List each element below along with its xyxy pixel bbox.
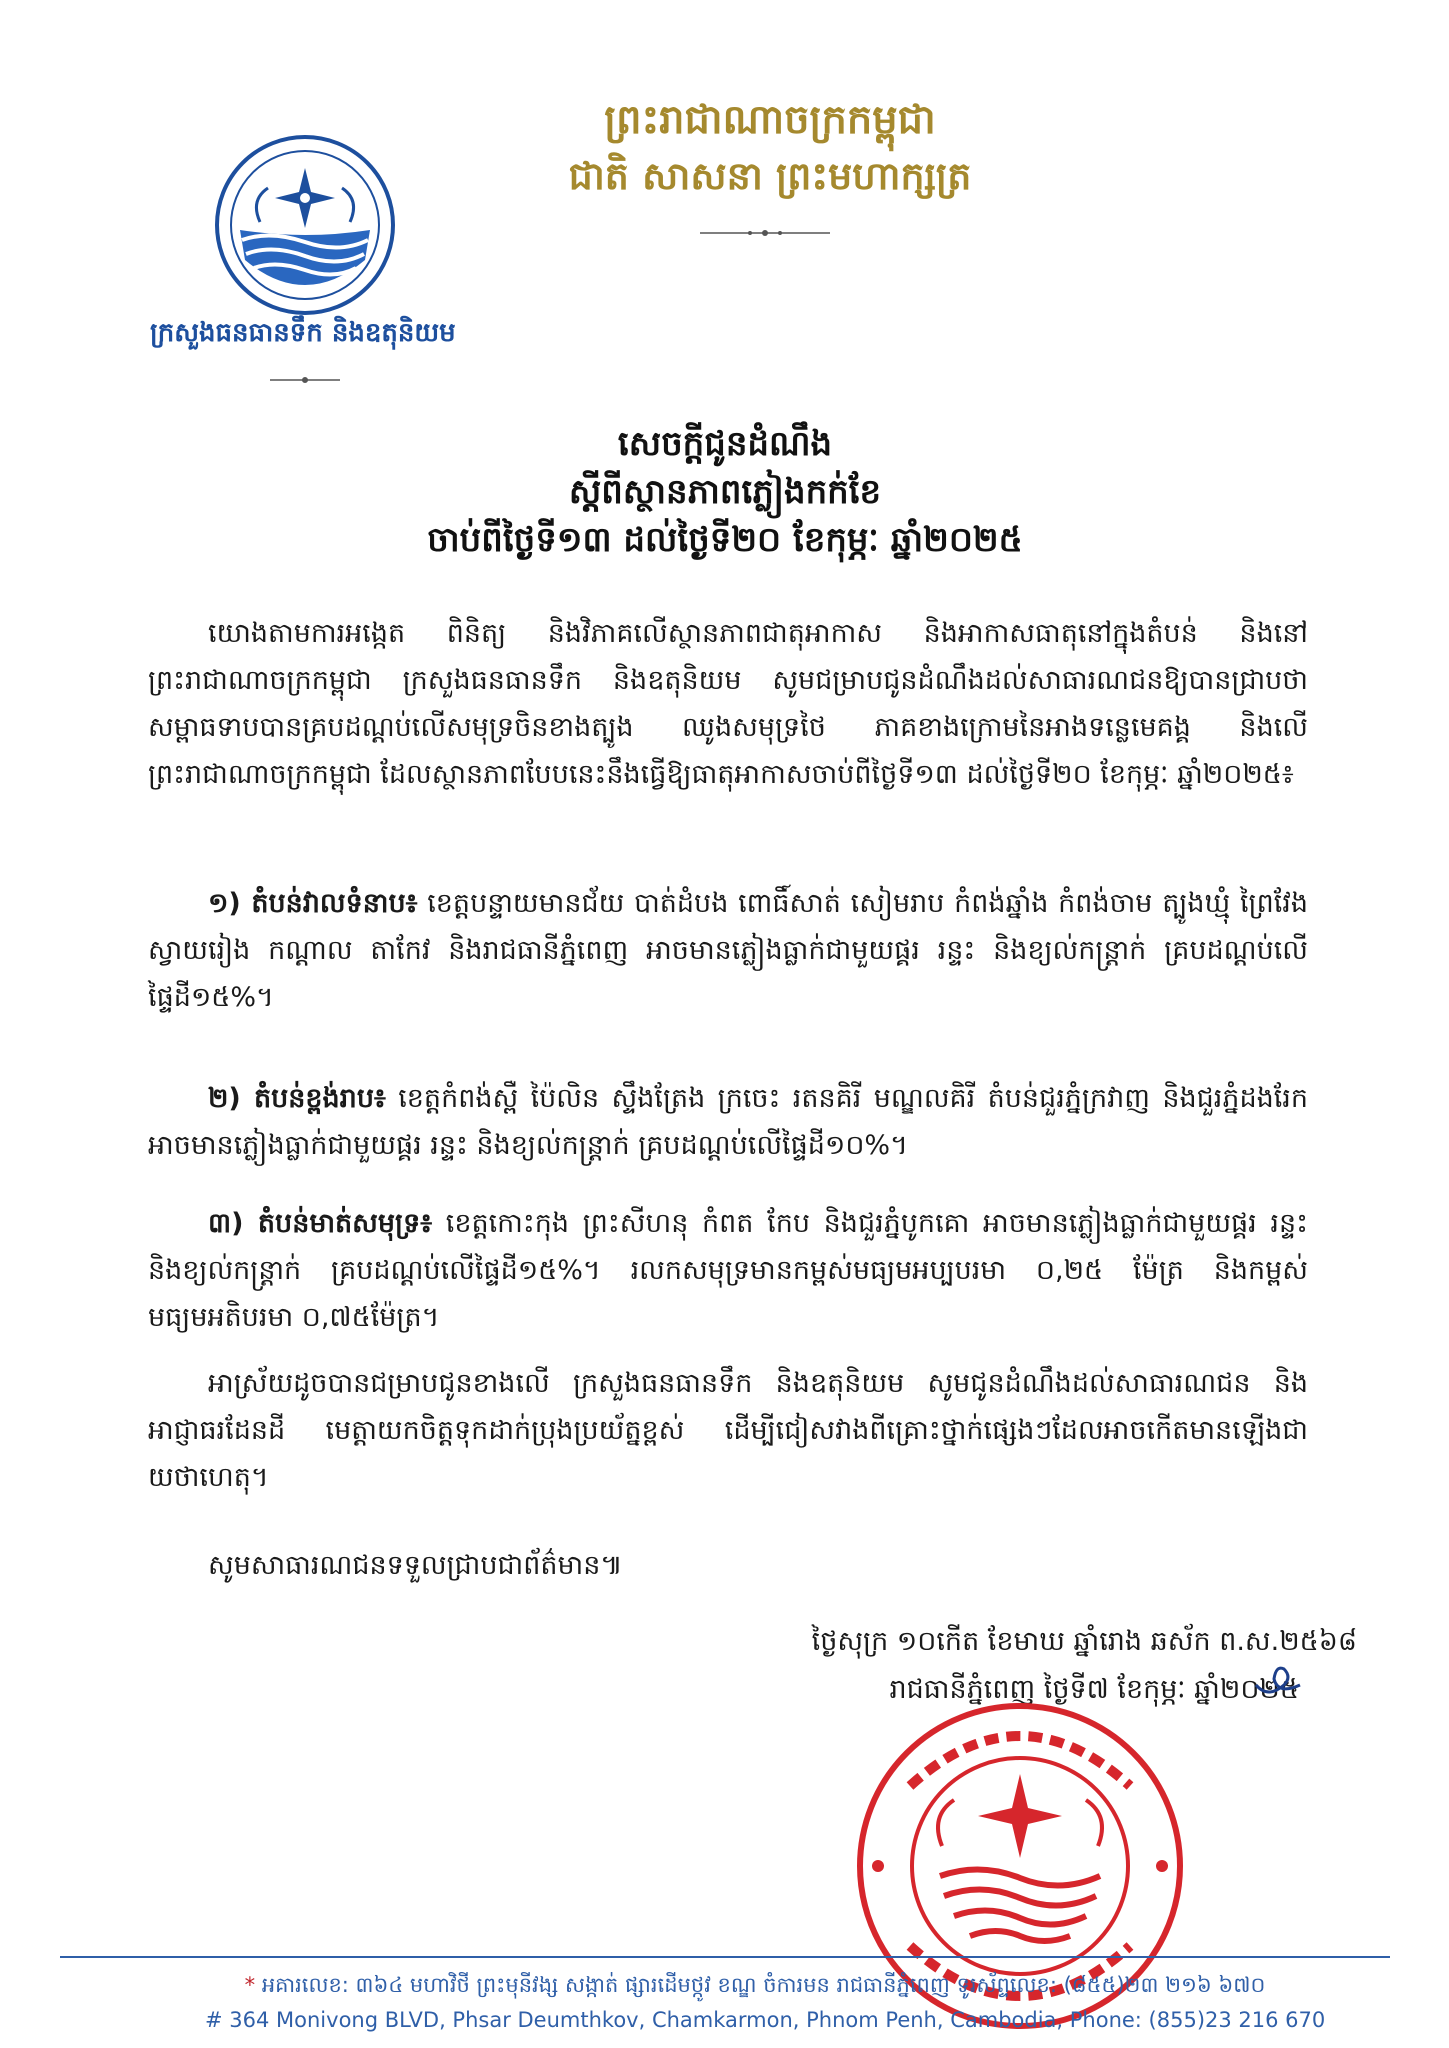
title-line-2: ស្ដីពីស្ថានភាពភ្លៀងកក់ខែ	[568, 472, 882, 512]
zone-text: ខេត្តបន្ទាយមានជ័យ បាត់ដំបង ពោធិ៍សាត់ សៀមរាប កំពង់ឆ្នាំង កំពង់ចាម ត្បូងឃ្មុំ ព្រៃវែង ស្វាយរៀង កណ្ដាល តាកែវ និងរាជធានីភ្នំពេញ អាចមានភ្លៀងធ្លាក់ជាមួយផ្គរ រន្ទះ និងខ្យល់កន្ត្រាក់ គ្របដណ្ដប់លើផ្ទៃដី១៥%។	[148, 888, 1308, 1013]
zone-text: ខេត្តកោះកុង ព្រះសីហនុ កំពត កែប និងជួរភ្នំបូកគោ អាចមានភ្លៀងធ្លាក់ជាមួយផ្គរ រន្ទះ និងខ្យល់កន្ត្រាក់ គ្របដណ្ដប់លើផ្ទៃដី១៥%។ រលកសមុទ្រមានកម្ពស់មធ្យមអប្បបរមា ០,២៥ ម៉ែត្រ និងកម្ពស់មធ្យមអតិបរមា ០,៧៥ម៉ែត្រ។	[148, 1208, 1308, 1333]
solar-date: រាជធានីភ្នំពេញ ថ្ងៃទី៧ ខែកុម្ភៈ ឆ្នាំ២០២៥	[889, 1674, 1299, 1705]
intro-paragraph: យោងតាមការអង្កេត ពិនិត្យ និងវិភាគលើស្ថានភាពជាតុអាកាស និងអាកាសធាតុនៅក្នុងតំបន់ និងនៅព្រះរាជាណាចក្រកម្ពុជា ក្រសួងធនធានទឹក និងឧតុនិយម សូមជម្រាបជូនដំណឹងដល់សាធារណជនឱ្យបានជ្រាបថា សម្ពាធទាបបានគ្របដណ្ដប់លើសមុទ្រចិនខាងត្បូង ឈូងសមុទ្រថៃ ភាគខាងក្រោមនៃអាងទន្លេមេគង្គ និងលើព្រះរាជាណាចក្រកម្ពុជា ដែលស្ថានភាពបែបនេះនឹងធ្វើឱ្យធាតុអាកាសចាប់ពីថ្ងៃទី១៣ ដល់ថ្ងៃទី២០ ខែកុម្ភៈ ឆ្នាំ២០២៥៖	[148, 618, 1308, 790]
notice-title	[200, 420, 1250, 564]
title-line-3: ចាប់ពីថ្ងៃទី១៣ ដល់ថ្ងៃទី២០ ខែកុម្ភៈ ឆ្នាំ២០២៥	[427, 520, 1023, 560]
ornament-divider	[270, 375, 340, 377]
zone-coastal	[148, 1200, 1308, 1341]
signature-mark	[1248, 1655, 1308, 1705]
title-line-1: សេចក្ដីជូនដំណឹង	[617, 424, 833, 464]
zone-plateau	[148, 1075, 1308, 1169]
zone-label: ៣) តំបន់មាត់សមុទ្រ៖	[208, 1208, 433, 1239]
ministry-logo	[210, 130, 400, 320]
national-motto: ជាតិ សាសនា ព្រះមហាក្សត្រ	[568, 153, 972, 198]
footer-address-khmer: * អគារលេខ: ៣៦៤ មហាវិថី ព្រះមុនីវង្ស សង្កាត់ ផ្សារដើមថ្កូវ ខណ្ឌ ចំការមន រាជធានីភ្នំពេញ ទូរស័ព្ទលេខ: (៨៥៥)២៣ ២១៦ ៦៧០	[244, 1973, 1266, 1997]
footer-address-english: # 364 Monivong BLVD, Phsar Deumthkov, Chamkarmon, Phnom Penh, Cambodia, Phone: (855)23 216 670	[205, 2008, 1326, 2032]
kingdom-name: ព្រះរាជាណាចក្រកម្ពុជា	[604, 96, 936, 143]
footer-divider	[60, 1956, 1390, 1958]
zone-label: ២) តំបន់ខ្ពង់រាប៖	[208, 1083, 386, 1114]
kingdom-header	[480, 92, 1060, 204]
zone-lowland	[148, 880, 1308, 1021]
ornament-divider	[700, 228, 830, 230]
zone-text: ខេត្តកំពង់ស្ពឺ ប៉ៃលិន ស្ទឹងត្រែង ក្រចេះ រតនគិរី មណ្ឌលគិរី តំបន់ជួរភ្នំក្រវាញ និងជួរភ្នំដងរែក អាចមានភ្លៀងធ្លាក់ជាមួយផ្គរ រន្ទះ និងខ្យល់កន្ត្រាក់ គ្របដណ្ដប់លើផ្ទៃដី១០%។	[148, 1083, 1308, 1161]
bullet-icon: *	[244, 1973, 262, 1997]
lunar-date: ថ្ងៃសុក្រ ១០កើត ខែមាឃ ឆ្នាំរោង ឆស័ក ព.ស.២៥៦៨	[811, 1626, 1357, 1657]
conclusion-paragraph: អាស្រ័យដូចបានជម្រាបជូនខាងលើ ក្រសួងធនធានទឹក និងឧតុនិយម សូមជូនដំណឹងដល់សាធារណជន និងអាជ្ញាធរដែនដី មេត្តាយកចិត្តទុកដាក់ប្រុងប្រយ័ត្នខ្ពស់ ដើម្បីជៀសវាងពីគ្រោះថ្នាក់ផ្សេងៗដែលអាចកើតមានឡើងជាយថាហេតុ។	[148, 1368, 1308, 1493]
ministry-name: ក្រសួងធនធានទឹក និងឧតុនិយម	[150, 318, 456, 348]
closing-line: សូមសាធារណជនទទួលជ្រាបជាព័ត៌មាន៕	[208, 1550, 623, 1581]
zone-label: ១) តំបន់វាលទំនាប៖	[208, 888, 418, 919]
